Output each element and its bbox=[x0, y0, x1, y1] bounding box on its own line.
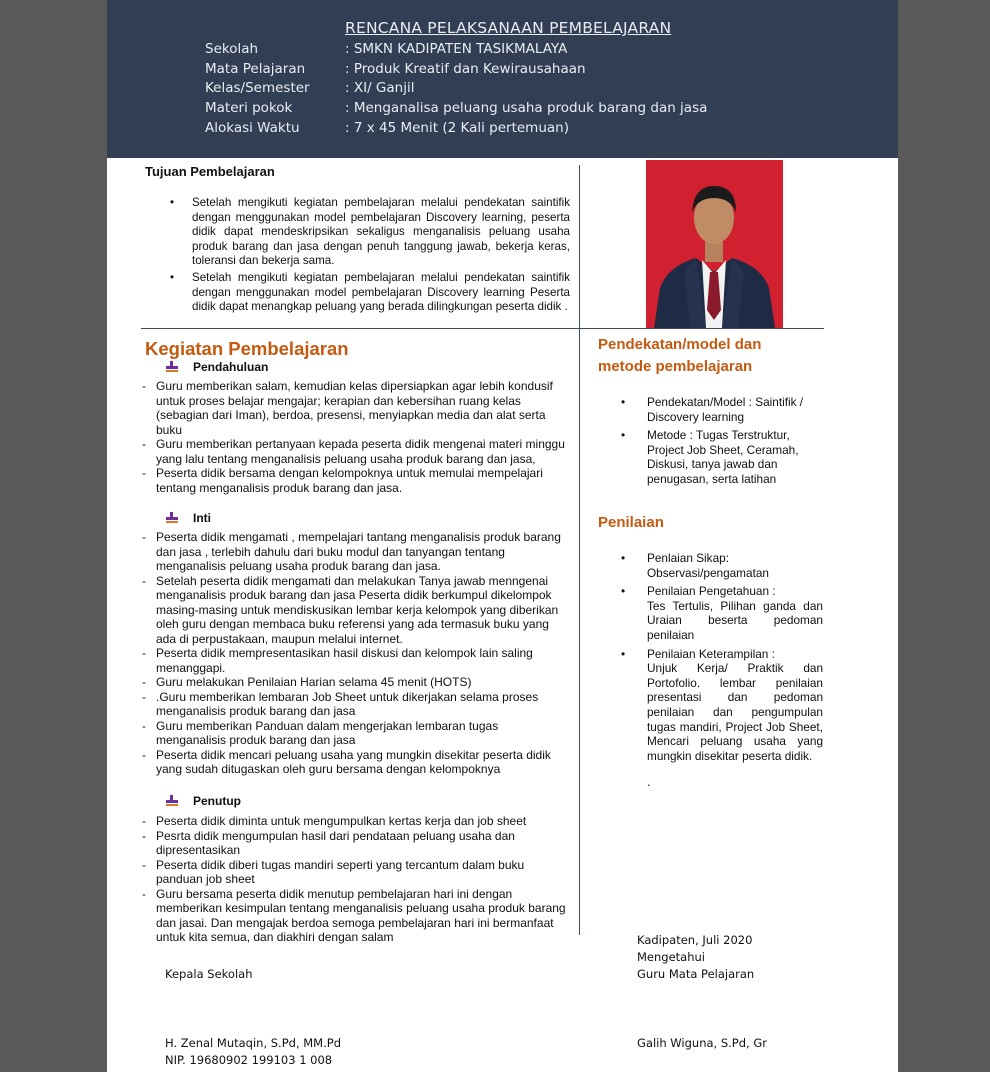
penilaian-body: Unjuk Kerja/ Praktik dan Portofolio. lembar penilaian presentasi dan pedoman penilaian dan pengumpulan tugas mandiri, Project Job Sheet, Mencari peluang usaha yang mungkin disekitar peserta didik. bbox=[647, 661, 823, 763]
list-item bbox=[647, 584, 823, 642]
list-item: - Peserta didik mengamati , mempelajari tantang menganalisis produk barang dan jasa , terlebih dahulu dari buku modul dan tanyangan tentang menganalisis peluang usaha produk barang dan jasa. bbox=[156, 530, 570, 574]
list-item: • Setelah mengikuti kegiatan pembelajaran melalui pendekatan saintifik dengan menggunakan model pembelajaran Discovery learning, peserta didik dapat mendeskripsikan sekaligus menganalisis peluang usaha produk barang dan jasa dengan penuh tanggung jawab, bekerja keras, toleransi dan bekerja sama. bbox=[192, 196, 570, 269]
list-item: - .Guru memberikan lembaran Job Sheet untuk dikerjakan selama proses menganalisis produk barang dan jasa bbox=[156, 690, 570, 719]
kepala-name: H. Zenal Mutaqin, S.Pd, MM.Pd bbox=[165, 1036, 341, 1050]
header-label: Mata Pelajaran bbox=[205, 61, 306, 77]
list-item bbox=[647, 551, 823, 580]
header-value: : 7 x 45 Menit (2 Kali pertemuan) bbox=[345, 120, 569, 136]
tujuan-title: Tujuan Pembelajaran bbox=[145, 164, 275, 179]
list-item: - Setelah peserta didik mengamati dan melakukan Tanya jawab menngenai menganalisis produk barang dan jasa Peserta didik berkumpul dikelompok masing-masing untuk mendiskusikan lembar kerja kelompok yang diberikan oleh guru dengan membaca buku referensi yang ada termasuk buku yang ada di perpustakaan, maupun melalui internet. bbox=[156, 574, 570, 647]
penilaian-head: • Penilaian Pengetahuan : bbox=[647, 584, 776, 599]
arrow-bullet-icon bbox=[165, 795, 179, 807]
kepala-nip: NIP. 19680902 199103 1 008 bbox=[165, 1053, 333, 1067]
arrow-bullet-icon bbox=[165, 361, 179, 373]
list-item: - Pesrta didik mengumpulan hasil dari pendataan peluang usaha dan dipresentasikan bbox=[156, 829, 570, 858]
guru-name: Galih Wiguna, S.Pd, Gr bbox=[637, 1036, 767, 1050]
pendahuluan-heading bbox=[165, 360, 268, 374]
inti-heading bbox=[165, 511, 211, 525]
list-item bbox=[647, 647, 823, 764]
header-value: : XI/ Ganjil bbox=[345, 80, 415, 96]
kegiatan-title: Kegiatan Pembelajaran bbox=[145, 338, 349, 359]
header-label: Materi pokok bbox=[205, 100, 293, 116]
header-label: Sekolah bbox=[205, 41, 259, 57]
inti-title: Inti bbox=[193, 511, 211, 525]
header-value: : SMKN KADIPATEN TASIKMALAYA bbox=[345, 41, 568, 57]
penilaian-head: • Penilaian Keterampilan : bbox=[647, 646, 775, 661]
header-label: Kelas/Semester bbox=[205, 80, 310, 96]
arrow-bullet-icon bbox=[165, 512, 179, 524]
penutup-title: Penutup bbox=[193, 794, 241, 808]
list-item: - Guru memberikan Panduan dalam mengerjakan lembaran tugas menganalisis produk barang dan jasa bbox=[156, 719, 570, 748]
pendekatan-title-line: metode pembelajaran bbox=[598, 358, 753, 375]
document-page bbox=[107, 0, 898, 1072]
header-panel bbox=[107, 0, 898, 158]
penilaian-head: • Penlaian Sikap: bbox=[647, 551, 729, 565]
penilaian-title: Penilaian bbox=[598, 514, 664, 531]
list-item: - Peserta didik bersama dengan kelompoknya untuk memulai mempelajari tentang menganalisis produk barang dan jasa. bbox=[156, 466, 570, 495]
list-item: • Metode : Tugas Terstruktur, Project Job Sheet, Ceramah, Diskusi, tanya jawab dan penugasan, serta latihan bbox=[647, 428, 823, 486]
pendahuluan-list bbox=[156, 379, 570, 495]
list-item: - Guru melakukan Penilaian Harian selama 45 menit (HOTS) bbox=[156, 675, 570, 690]
list-item: - Peserta didik diberi tugas mandiri seperti yang tercantum dalam buku panduan job sheet bbox=[156, 858, 570, 887]
document-title: RENCANA PELAKSANAAN PEMBELAJARAN bbox=[345, 19, 672, 37]
list-item: • Setelah mengikuti kegiatan pembelajaran melalui pendekatan saintifik dengan menggunakan model pembelajaran Discovery learning Peserta didik dapat menangkap peluang yang berada dilingkungan peserta didik . bbox=[192, 271, 570, 315]
signature-right-block bbox=[637, 932, 754, 983]
column-divider bbox=[579, 165, 580, 935]
list-item: - Peserta didik mempresentasikan hasil diskusi dan kelompok lain saling menanggapi. bbox=[156, 646, 570, 675]
kepala-label: Kepala Sekolah bbox=[165, 967, 253, 981]
list-item: - Guru memberikan pertanyaan kepada peserta didik mengenai materi minggu yang lalu tentang menganalisis peluang usaha produk barang dan jasa, bbox=[156, 437, 570, 466]
penilaian-body: Observasi/pengamatan bbox=[647, 565, 769, 580]
mengetahui-label: Mengetahui bbox=[637, 950, 705, 964]
penutup-heading bbox=[165, 794, 241, 808]
pendekatan-list bbox=[647, 395, 823, 491]
kepala-signature bbox=[165, 1035, 341, 1069]
penutup-list bbox=[156, 814, 570, 945]
header-value: : Produk Kreatif dan Kewirausahaan bbox=[345, 61, 586, 77]
guru-label: Guru Mata Pelajaran bbox=[637, 967, 755, 981]
list-item: • Pendekatan/Model : Saintifik / Discovery learning bbox=[647, 395, 823, 424]
header-value: : Menganalisa peluang usaha produk barang dan jasa bbox=[345, 100, 708, 116]
inti-list bbox=[156, 530, 570, 777]
section-divider bbox=[141, 328, 824, 329]
pendahuluan-title: Pendahuluan bbox=[193, 360, 269, 374]
header-label: Alokasi Waktu bbox=[205, 120, 300, 136]
list-item: - Guru bersama peserta didik menutup pembelajaran hari ini dengan memberikan kesimpulan tentang menganalisis peluang usaha produk barang dan jasai. Dan mengajak berdoa semoga pembelajaran hari ini bermanfaat untuk kita semua, dan diakhiri dengan salam bbox=[156, 887, 570, 945]
list-item: - Peserta didik mencari peluang usaha yang mungkin disekitar peserta didik yang sudah ditugaskan oleh guru bersama dengan kelompoknya bbox=[156, 748, 570, 777]
penilaian-trailing: . bbox=[647, 775, 651, 789]
teacher-photo bbox=[646, 160, 783, 328]
pendekatan-title-line: Pendekatan/model dan bbox=[598, 336, 762, 353]
tujuan-list bbox=[192, 196, 570, 317]
penilaian-body: Tes Tertulis, Pilihan ganda dan Uraian beserta pedoman penilaian bbox=[647, 598, 823, 642]
pendekatan-title bbox=[598, 334, 761, 378]
penilaian-list bbox=[647, 551, 823, 767]
list-item: - Peserta didik diminta untuk mengumpulkan kertas kerja dan job sheet bbox=[156, 814, 570, 829]
list-item: - Guru memberikan salam, kemudian kelas dipersiapkan agar lebih kondusif untuk proses belajar mengajar; kerapian dan kebersihan ruang kelas (sebagian dari Iman), berdoa, presensi, menyiapkan media dan alat serta buku bbox=[156, 379, 570, 437]
place-date: Kadipaten, Juli 2020 bbox=[637, 933, 753, 947]
